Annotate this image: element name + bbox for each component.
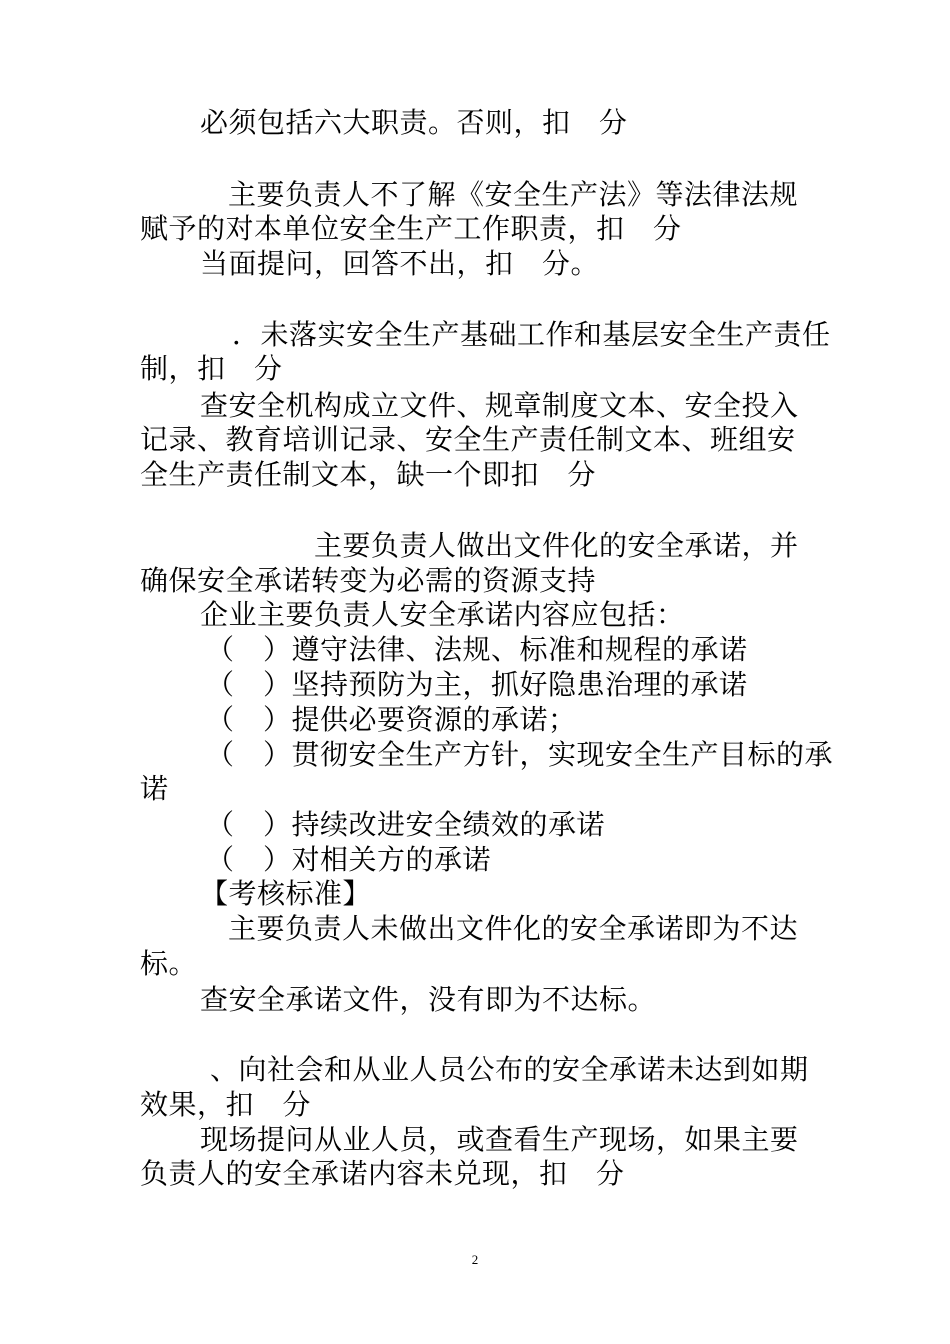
commitment-item-2: （ ）坚持预防为主，抓好隐患治理的承诺 [206,668,748,701]
commitment-item-4-cont: 诺 [140,772,169,805]
commitment-item-5: （ ）持续改进安全绩效的承诺 [206,808,606,841]
text-line-5: ．未落实安全生产基础工作和基层安全生产责任 [232,318,831,351]
commitment-item-4: （ ）贯彻安全生产方针，实现安全生产目标的承 [206,738,834,771]
text-line-1: 必须包括六大职责。否则，扣 分 [200,106,628,139]
text-line-8: 记录、教育培训记录、安全生产责任制文本、班组安 [140,423,796,456]
text-line-27: 负责人的安全承诺内容未兑现，扣 分 [140,1157,625,1190]
text-line-12: 企业主要负责人安全承诺内容应包括： [200,598,685,631]
page-number: 2 [471,1252,479,1267]
text-line-3: 赋予的对本单位安全生产工作职责，扣 分 [140,212,682,245]
text-line-4: 当面提问，回答不出，扣 分。 [200,247,600,280]
text-line-21: 主要负责人未做出文件化的安全承诺即为不达 [228,912,799,945]
commitment-item-6: （ ）对相关方的承诺 [206,843,492,876]
commitment-item-3: （ ）提供必要资源的承诺； [206,703,577,736]
text-line-11: 确保安全承诺转变为必需的资源支持 [140,564,597,597]
text-line-26: 现场提问从业人员，或查看生产现场，如果主要 [200,1123,799,1156]
commitment-item-1: （ ）遵守法律、法规、标准和规程的承诺 [206,633,748,666]
text-line-10: 主要负责人做出文件化的安全承诺，并 [314,529,799,562]
text-line-22: 标。 [140,947,198,980]
text-line-7: 查安全机构成立文件、规章制度文本、安全投入 [200,389,799,422]
text-line-24: 、向社会和从业人员公布的安全承诺未达到如期 [210,1053,809,1086]
text-line-6: 制，扣 分 [140,352,283,385]
text-line-25: 效果，扣 分 [140,1088,312,1121]
text-line-2: 主要负责人不了解《安全生产法》等法律法规 [228,178,799,211]
text-line-23: 查安全承诺文件，没有即为不达标。 [200,983,657,1016]
text-line-9: 全生产责任制文本，缺一个即扣 分 [140,458,597,491]
assessment-heading: 【考核标准】 [200,877,372,910]
